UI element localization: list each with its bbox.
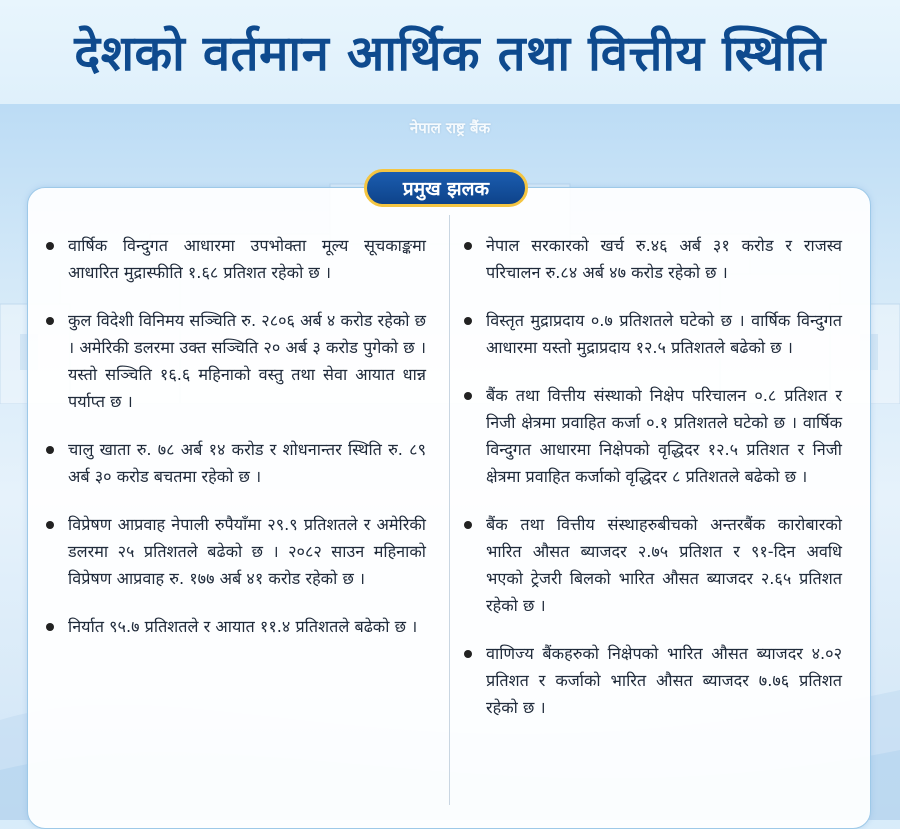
bullet-icon — [46, 446, 54, 454]
item-text: बैंक तथा वित्तीय संस्थाको निक्षेप परिचालन ०.८ प्रतिशत र निजी क्षेत्रमा प्रवाहित कर्जा ०.१ प्रतिशतले घटेको छ । वार्षिक विन्दुगत आधारमा निक्षेपको वृद्धिदर १२.५ प्रतिशत र निजी क्षेत्रमा प्रवाहित कर्जाको वृद्धिदर ८ प्रतिशतले बढेको छ । — [486, 386, 842, 486]
page-title: देशको वर्तमान आर्थिक तथा वित्तीय स्थिति — [74, 25, 826, 82]
list-item — [42, 511, 426, 592]
column-divider — [449, 215, 450, 805]
list-item — [42, 436, 426, 490]
item-text: निर्यात ९५.७ प्रतिशतले र आयात ११.४ प्रतिशतले बढेको छ । — [68, 617, 418, 636]
highlights-badge: प्रमुख झलक — [364, 169, 528, 207]
bullet-icon — [464, 242, 472, 250]
right-column — [460, 232, 842, 742]
left-column — [42, 232, 426, 661]
list-item — [460, 511, 842, 619]
list-item — [460, 307, 842, 361]
bullet-icon — [46, 317, 54, 325]
list-item — [42, 613, 426, 640]
item-text: वाणिज्य बैंकहरुको निक्षेपको भारित औसत ब्याजदर ४.०२ प्रतिशत र कर्जाको भारित औसत ब्याजदर ७.७६ प्रतिशत रहेको छ । — [486, 644, 842, 717]
bullet-icon — [464, 317, 472, 325]
list-item — [42, 232, 426, 286]
bullet-icon — [464, 392, 472, 400]
item-text: बैंक तथा वित्तीय संस्थाहरुबीचको अन्तरबैंक कारोबारको भारित औसत ब्याजदर २.७५ प्रतिशत र ९१-दिन अवधि भएको ट्रेजरी बिलको भारित औसत ब्याजदर २.६५ प्रतिशत रहेको छ । — [486, 515, 842, 615]
bullet-icon — [464, 650, 472, 658]
item-text: चालु खाता रु. ७८ अर्ब १४ करोड र शोधनान्तर स्थिति रु. ८९ अर्ब ३० करोड बचतमा रहेको छ । — [68, 440, 426, 486]
item-text: कुल विदेशी विनिमय सञ्चिति रु. २८०६ अर्ब ४ करोड रहेको छ । अमेरिकी डलरमा उक्त सञ्चिति २० अर्ब ३ करोड पुगेको छ । यस्तो सञ्चिति १६.६ महिनाको वस्तु तथा सेवा आयात धान्न पर्याप्त छ । — [68, 311, 426, 411]
bullet-icon — [46, 242, 54, 250]
item-text: नेपाल सरकारको खर्च रु.४६ अर्ब ३१ करोड र राजस्व परिचालन रु.८४ अर्ब ४७ करोड रहेको छ । — [486, 236, 842, 282]
list-item — [460, 382, 842, 490]
item-text: वार्षिक विन्दुगत आधारमा उपभोक्ता मूल्य सूचकाङ्कमा आधारित मुद्रास्फीति १.६८ प्रतिशत रहेको छ । — [68, 236, 426, 282]
list-item — [460, 232, 842, 286]
item-text: विस्तृत मुद्राप्रदाय ०.७ प्रतिशतले घटेको छ । वार्षिक विन्दुगत आधारमा यस्तो मुद्राप्रदाय १२.५ प्रतिशतले बढेको छ । — [486, 311, 842, 357]
bullet-icon — [464, 521, 472, 529]
list-item — [460, 640, 842, 721]
list-item — [42, 307, 426, 415]
bank-watermark: नेपाल राष्ट्र बैंक — [409, 119, 491, 137]
header-banner — [0, 0, 900, 104]
item-text: विप्रेषण आप्रवाह नेपाली रुपैयाँमा २९.९ प्रतिशतले र अमेरिकी डलरमा २५ प्रतिशतले बढेको छ । २०८२ साउन महिनाको विप्रेषण आप्रवाह रु. १७७ अर्ब ४१ करोड रहेको छ । — [68, 515, 426, 588]
bullet-icon — [46, 623, 54, 631]
bullet-icon — [46, 521, 54, 529]
